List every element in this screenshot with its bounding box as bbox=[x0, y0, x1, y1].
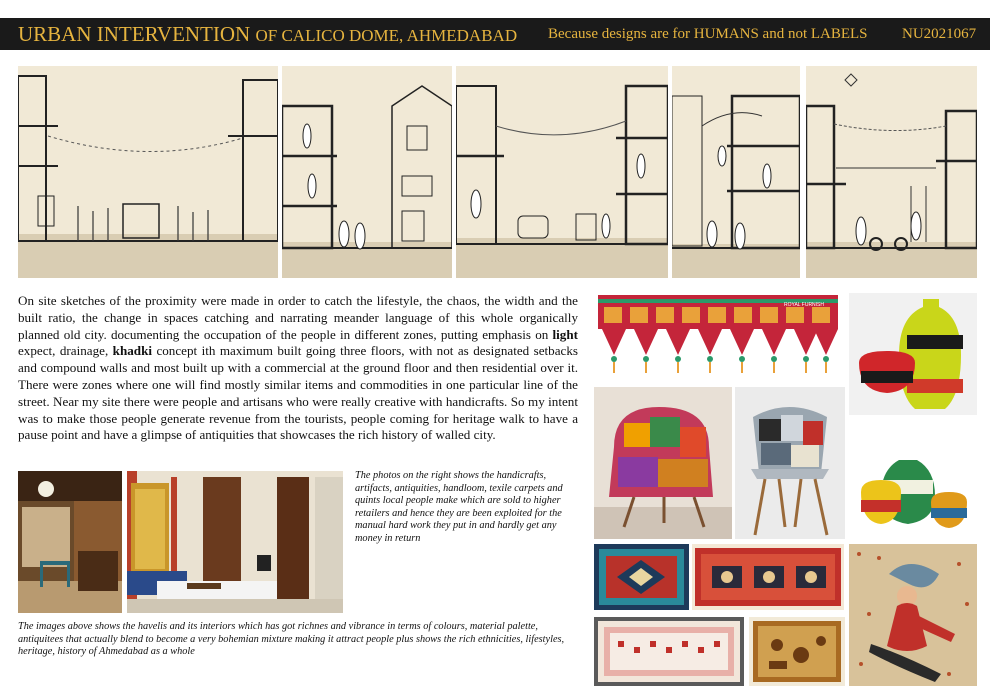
patchwork-chair-photo bbox=[594, 387, 732, 539]
haveli-interior-photo-2 bbox=[127, 471, 343, 613]
sketch-street-section-4 bbox=[672, 66, 800, 278]
painted-fabric-photo bbox=[849, 544, 977, 686]
page-title bbox=[18, 22, 517, 47]
sketch-street-section-5 bbox=[806, 66, 977, 278]
sketch-street-section-2 bbox=[282, 66, 452, 278]
paragraph-part-1: On site sketches of the proximity were made in order to catch the lifestyle, the chaos, the width and the built ratio, the change in spaces catching and narrating meander language of this whole organically planned old city. documenting the occupation of the people in different zones, putting emphasis on bbox=[18, 293, 578, 342]
gold-tapestry-photo bbox=[749, 617, 845, 686]
title-main: URBAN INTERVENTION bbox=[18, 22, 251, 46]
striped-rug-photo bbox=[594, 617, 744, 686]
paragraph-part-2: expect, drainage, bbox=[18, 343, 113, 359]
project-id: NU2021067 bbox=[902, 26, 977, 42]
toran-textile-photo bbox=[594, 293, 842, 383]
toran-brand-label: ROYAL FURNISH bbox=[784, 302, 825, 308]
description-paragraph bbox=[18, 293, 578, 444]
title-sub: OF CALICO DOME, AHMEDABAD bbox=[255, 26, 518, 45]
sketch-street-section-3 bbox=[456, 66, 668, 278]
tagline: Because designs are for HUMANS and not LABELS bbox=[548, 26, 868, 42]
haveli-caption: The images above shows the havelis and its interiors which has got richnes and vibrance in terms of colours, material palette, antiquitees that actually blend to become a very bohemian mixture making it attract people plus shows the rich ethnicities, lifestyles, heritage, history of Ahmedabad as a whole bbox=[18, 621, 565, 658]
bold-khadki: khadki bbox=[112, 343, 152, 359]
haveli-interior-photo-1 bbox=[18, 471, 122, 613]
patchwork-seat-photo bbox=[735, 387, 845, 539]
blue-carpet-photo bbox=[594, 544, 689, 610]
sketch-street-section-1 bbox=[18, 66, 278, 278]
paragraph-part-3: concept ith maximum built going three floors, with not as designated setbacks and compound walls and most built up with a commercial at the ground floor and then residential over it. There were zones where one will find mostly similar items and commodities in one particular line of the street. Near my site there were people and artisans who were really creative with handicrafts. So my intent was to make those people generate revenue from the tourists, people coming for heritage walk to have a pause point and have a glimpse of antiquities that showcases the rich history of walled city. bbox=[18, 343, 578, 443]
bold-light: light bbox=[552, 326, 578, 342]
handicrafts-caption: The photos on the right shows the handicrafts, artifacts, antiquities, handloom, texile carpets and quints local people make which are sold to higher retailers and hence they are been exploited for the manual hard work they put in and hardly get any money in return bbox=[355, 470, 563, 544]
red-carpet-photo bbox=[692, 544, 844, 610]
title-bar bbox=[0, 18, 990, 50]
painted-pots-photo-1 bbox=[849, 293, 977, 415]
painted-pots-photo-2 bbox=[849, 440, 977, 540]
